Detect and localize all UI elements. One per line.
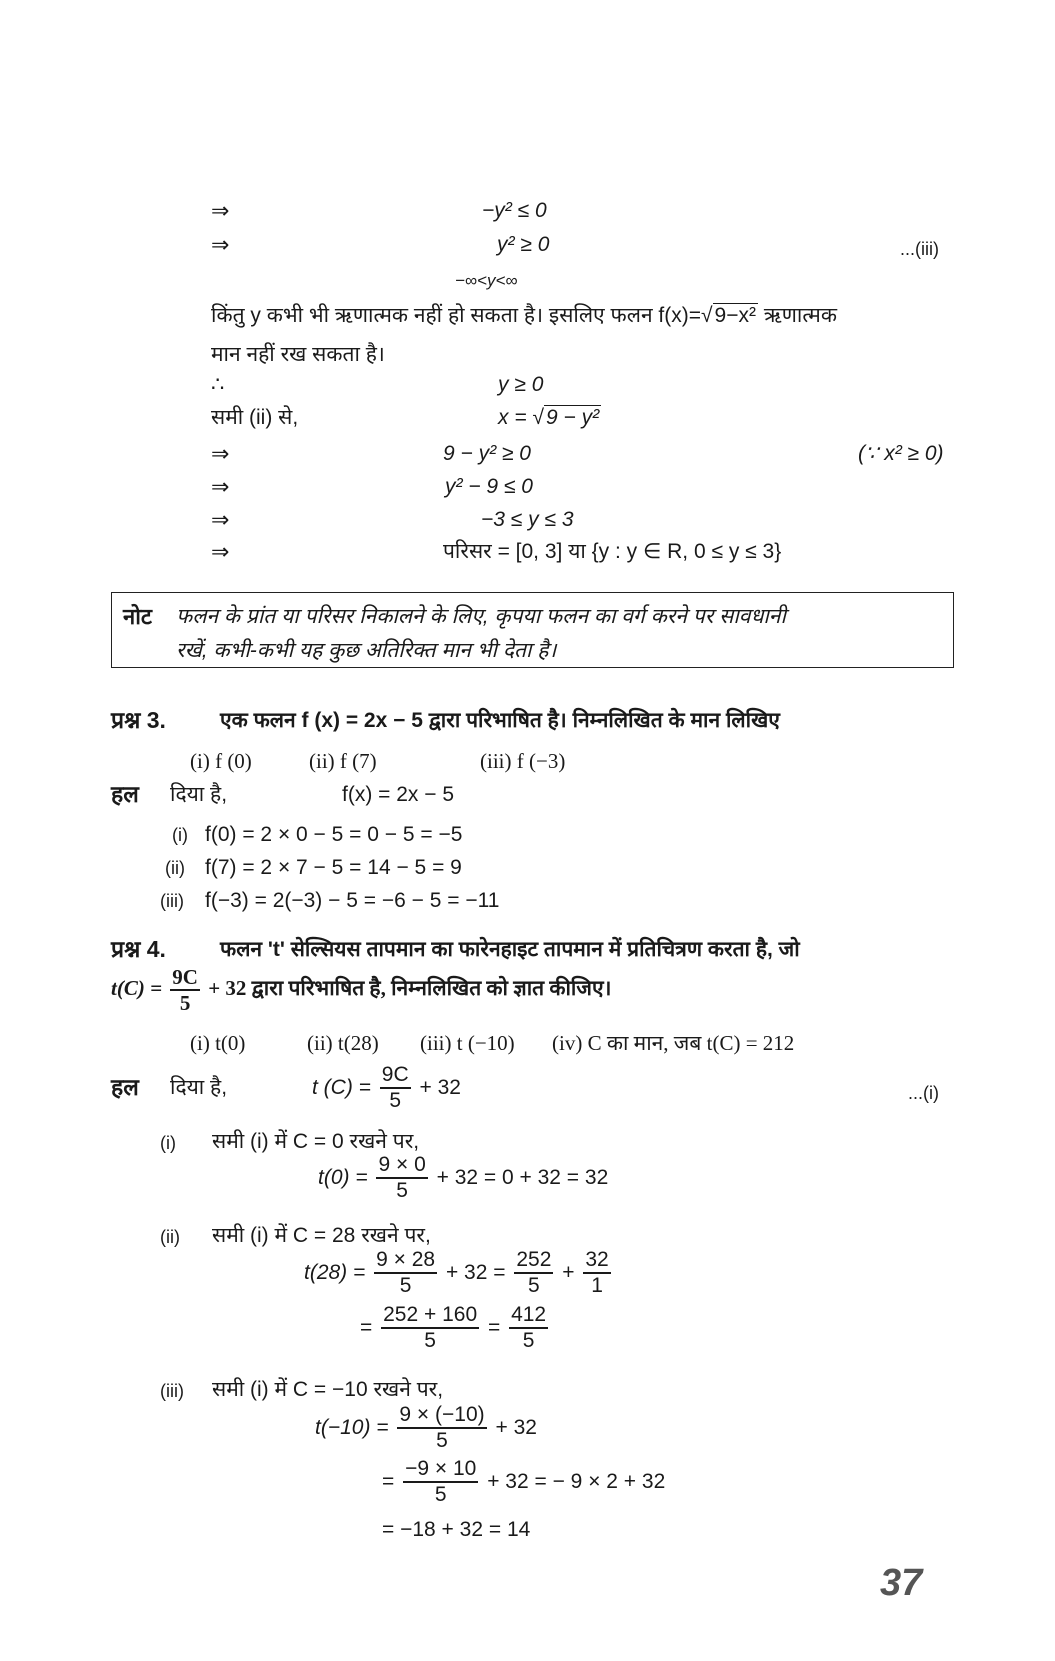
fraction: $\frac{9 \times 0}{5}$	[378, 1153, 426, 1203]
sqrt-expression: √9 − y²	[532, 406, 600, 429]
equation-ref: ...(iii)	[900, 239, 939, 259]
fraction: $\frac{9 \times 28}{5}$	[376, 1248, 436, 1298]
implies-symbol: ⇒	[211, 539, 230, 564]
fraction: $\frac{9C}{5}$	[172, 965, 198, 1016]
given-expression: f(x) = 2x − 5	[342, 783, 455, 806]
q4-part-iii: (iii) t (−10)	[420, 1031, 515, 1055]
sub-text: समी (i) में C = 0 रखने पर,	[212, 1130, 420, 1153]
answer-expression: f(0) = 2 × 0 − 5 = 0 − 5 = −5	[205, 823, 463, 846]
paragraph-line: मान नहीं रख सकता है।	[211, 343, 385, 366]
sub-number: (iii)	[160, 1381, 184, 1401]
solution-label: हल	[111, 1074, 139, 1100]
sub-text: समी (i) में C = 28 रखने पर,	[212, 1224, 431, 1247]
implies-symbol: ⇒	[211, 198, 230, 223]
equation-ref: ...(i)	[908, 1083, 939, 1103]
fraction: $\frac{32}{1}$	[585, 1248, 609, 1298]
note-line-1: फलन के प्रांत या परिसर निकालने के लिए, कृपया फलन का वर्ग करने पर सावधानी	[176, 605, 786, 628]
fraction: $\frac{252}{5}$	[516, 1248, 552, 1298]
sub-final: = −18 + 32 = 14	[382, 1518, 531, 1541]
paragraph-text: किंतु y कभी भी ऋणात्मक नहीं हो सकता है। इसलिए फलन f(x)=	[211, 304, 702, 327]
math-expression: x = √9 − y²	[498, 406, 600, 429]
range-result: परिसर = [0, 3] या {y : y ∈ R, 0 ≤ y ≤ 3}	[443, 540, 782, 563]
question-3-label: प्रश्न 3.	[111, 707, 166, 733]
answer-expression: f(−3) = 2(−3) − 5 = −6 − 5 = −11	[205, 889, 500, 912]
from-equation-label: समी (ii) से,	[211, 406, 299, 429]
answer-number: (iii)	[160, 891, 184, 911]
q4-part-ii: (ii) t(28)	[307, 1031, 379, 1055]
q4-part-iv: (iv) C का मान, जब t(C) = 212	[552, 1031, 795, 1055]
given-label: दिया है,	[170, 783, 228, 806]
implies-symbol: ⇒	[211, 232, 230, 257]
math-expression: 9 − y² ≥ 0	[443, 442, 531, 465]
math-expression: −∞<y<∞	[455, 271, 518, 290]
sub-number: (ii)	[160, 1227, 180, 1247]
answer-number: (ii)	[165, 858, 185, 878]
sub-number: (i)	[160, 1133, 176, 1153]
paragraph-line	[211, 303, 837, 329]
fraction: $\frac{252 + 160}{5}$	[383, 1303, 478, 1353]
math-expression: y² ≥ 0	[497, 233, 550, 256]
page-number: 37	[880, 1562, 923, 1604]
question-4-label: प्रश्न 4.	[111, 936, 166, 962]
sub-expression: t(28) = $\frac{9 \times 28}{5}$ + 32 = $\frac{252}{5}$ + $\frac{32}{1}$	[304, 1248, 609, 1298]
fraction: $\frac{-9 \times 10}{5}$	[405, 1457, 477, 1507]
math-expression: y ≥ 0	[498, 373, 544, 396]
reason-note: (∵ x² ≥ 0)	[858, 442, 944, 465]
sub-text: समी (i) में C = −10 रखने पर,	[212, 1378, 444, 1401]
implies-symbol: ⇒	[211, 474, 230, 499]
sqrt-expression: √9−x²	[701, 304, 756, 327]
question-4-text: फलन 't' सेल्सियस तापमान का फारेनहाइट तापमान में प्रतिचित्रण करता है, जो	[220, 938, 800, 961]
paragraph-text-end: ऋणात्मक	[763, 304, 837, 327]
therefore-symbol: ∴	[211, 373, 225, 396]
q3-part-i: (i) f (0)	[190, 749, 252, 773]
sub-expression: = $\frac{-9 \times 10}{5}$ + 32 = − 9 × 2 + 32	[382, 1457, 666, 1507]
question-4-definition: t(C) = $\frac{9C}{5}$ + 32 द्वारा परिभाषित है, निम्नलिखित को ज्ञात कीजिए।	[111, 965, 612, 1016]
implies-symbol: ⇒	[211, 507, 230, 532]
q3-part-ii: (ii) f (7)	[309, 749, 377, 773]
sub-expression: = $\frac{252 + 160}{5}$ = $\frac{412}{5}$	[360, 1303, 547, 1353]
note-line-2: रखें, कभी-कभी यह कुछ अतिरिक्त मान भी देता है।	[176, 639, 557, 662]
answer-number: (i)	[172, 825, 188, 845]
math-expression: y² − 9 ≤ 0	[445, 475, 533, 498]
given-expression: t (C) = $\frac{9C}{5}$ + 32	[312, 1063, 461, 1113]
math-expression: −3 ≤ y ≤ 3	[481, 508, 574, 531]
answer-expression: f(7) = 2 × 7 − 5 = 14 − 5 = 9	[205, 856, 462, 879]
sub-expression: t(0) = $\frac{9 \times 0}{5}$ + 32 = 0 + 32 = 32	[318, 1153, 609, 1203]
implies-symbol: ⇒	[211, 441, 230, 466]
question-3-text: एक फलन f (x) = 2x − 5 द्वारा परिभाषित है। निम्नलिखित के मान लिखिए	[220, 709, 780, 732]
fraction: $\frac{9C}{5}$	[381, 1063, 409, 1113]
solution-label: हल	[111, 781, 139, 807]
note-label: नोट	[123, 604, 152, 629]
q3-part-iii: (iii) f (−3)	[480, 749, 566, 773]
sub-expression: t(−10) = $\frac{9 \times (-10)}{5}$ + 32	[315, 1403, 537, 1453]
q4-part-i: (i) t(0)	[190, 1031, 246, 1055]
math-expression: −y² ≤ 0	[482, 199, 547, 222]
fraction: $\frac{412}{5}$	[511, 1303, 547, 1353]
fraction: $\frac{9 \times (-10)}{5}$	[399, 1403, 485, 1453]
given-label: दिया है,	[170, 1076, 228, 1099]
